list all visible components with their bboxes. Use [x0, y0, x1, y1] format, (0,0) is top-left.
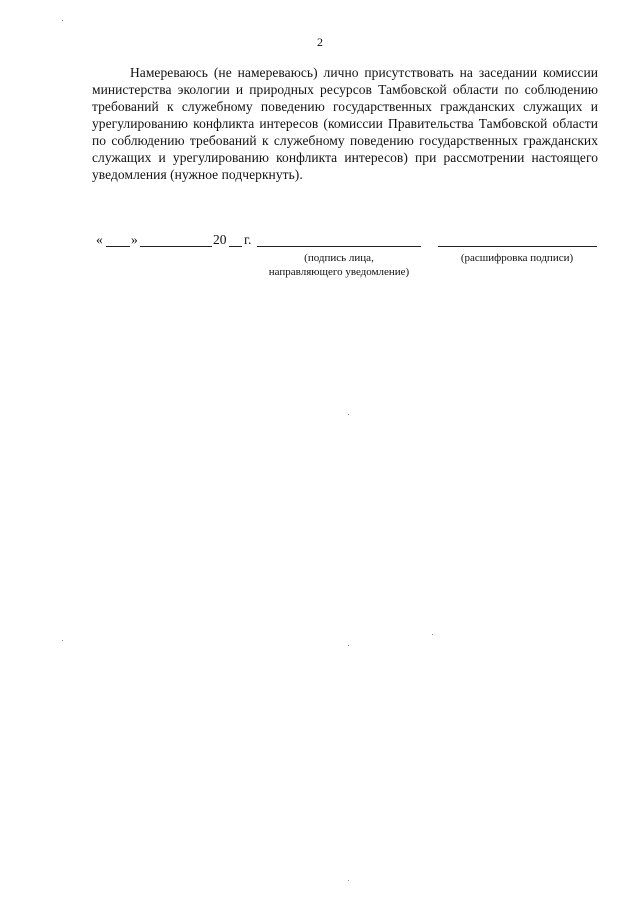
- month-blank: [140, 246, 212, 247]
- scan-speck: [62, 20, 63, 21]
- scan-speck: [348, 414, 349, 415]
- year-prefix: 20: [213, 232, 227, 247]
- page-number: 2: [317, 35, 323, 49]
- decode-line: [438, 246, 597, 247]
- signature-line: [257, 246, 421, 247]
- attendance-statement: Намереваюсь (не намереваюсь) лично присутствовать на заседании комиссии министерства экологии и природных ресурсов Тамбовской области по соблюдению требований к служебному поведению государственных гражданских служащих и урегулированию конфликта интересов (комиссии Правительства Тамбовской области по соблюдению требований к служебному поведению государственных гражданских служащих и урегулированию конфликта интересов) при рассмотрении настоящего уведомления (нужное подчеркнуть).: [92, 65, 598, 182]
- signature-caption-line1: (подпись лица,: [304, 252, 374, 264]
- close-quote: »: [131, 232, 138, 247]
- day-blank: [106, 246, 130, 247]
- scan-speck: [62, 640, 63, 641]
- scan-speck: [432, 634, 433, 635]
- signature-caption-line2: направляющего уведомление): [268, 266, 410, 278]
- scan-speck: [348, 645, 349, 646]
- date-signature-row: [92, 232, 598, 252]
- decode-caption: (расшифровка подписи): [460, 252, 574, 264]
- open-quote: «: [96, 232, 103, 247]
- signature-caption: [250, 251, 428, 279]
- year-blank: [229, 246, 242, 247]
- year-suffix: г.: [244, 232, 252, 247]
- scan-speck: [348, 880, 349, 881]
